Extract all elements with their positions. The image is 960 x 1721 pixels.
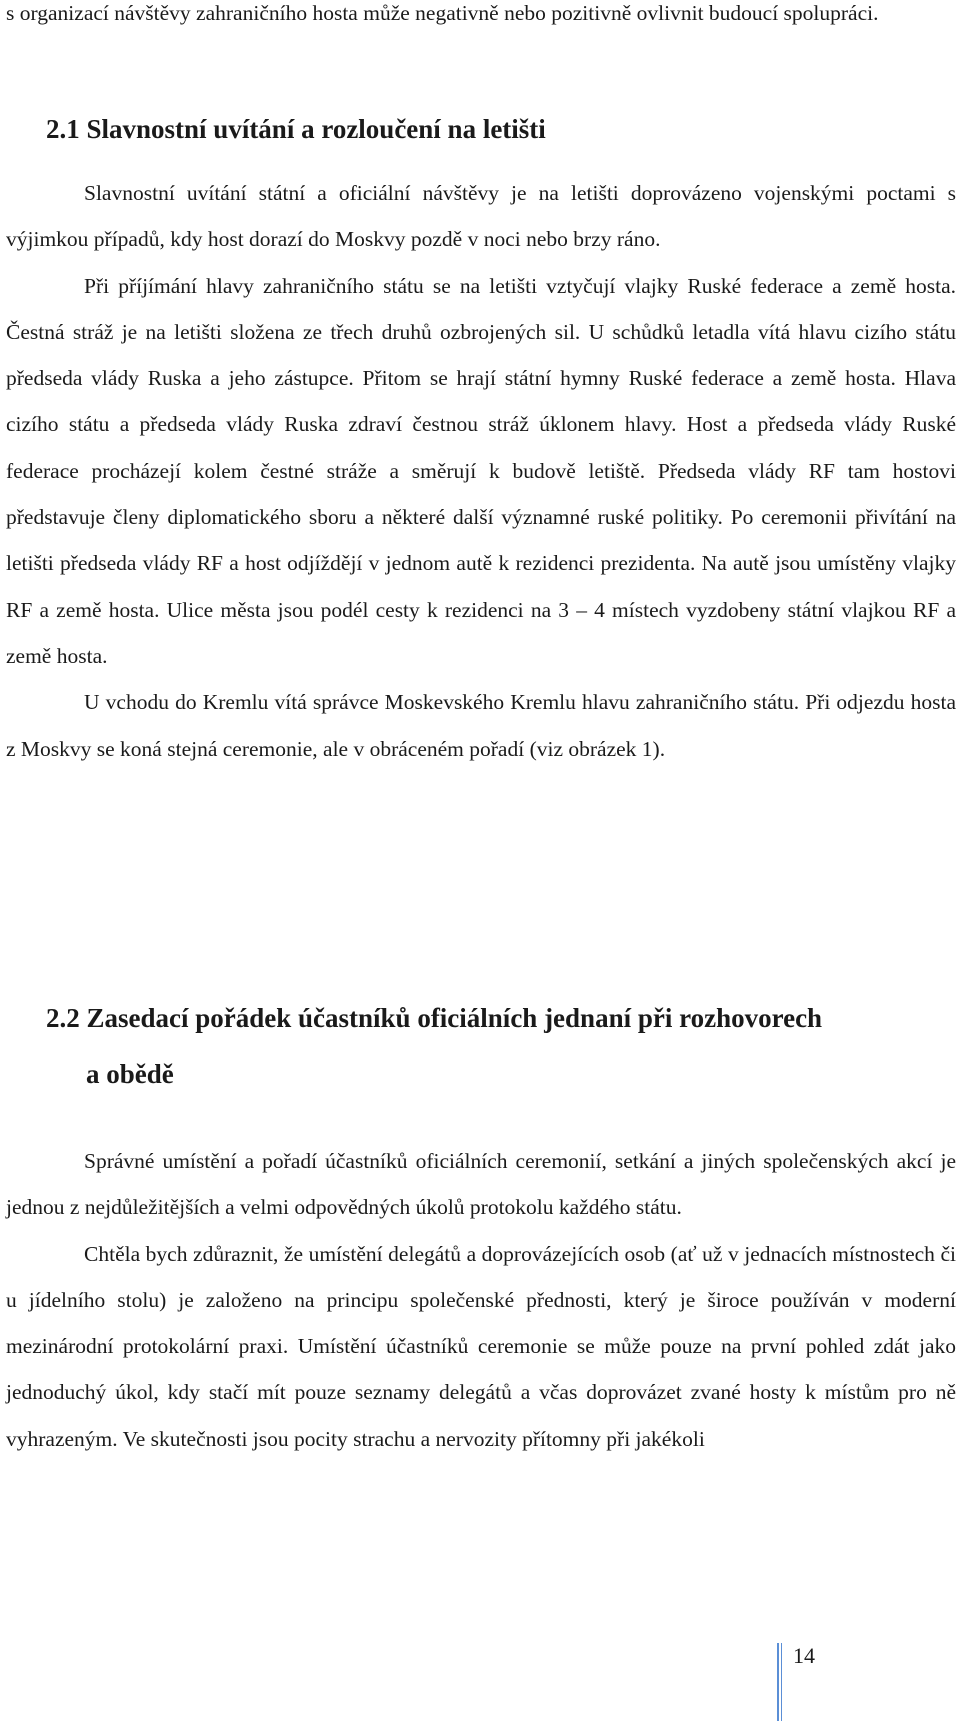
paragraph: Chtěla bych zdůraznit, že umístění delegátů a doprovázejících osob (ať už v jednacích místnostech či u jídelního stolu) je založeno na principu společenské přednosti, který je široce používán v moderní mezinárodní protokolární praxi. Umístění účastníků ceremonie se může pouze na první pohled zdát jako jednoduchý úkol, kdy stačí mít pouze seznamy delegátů a včas doprovázet zvané hosty k místům pro ně vyhrazeným. Ve skutečnosti jsou pocity strachu a nervozity přítomny při jakékoli xyxy=(6,1241,956,1451)
document-page xyxy=(6,0,956,1721)
paragraph: U vchodu do Kremlu vítá správce Moskevského Kremlu hlavu zahraničního státu. Při odjezdu hosta z Moskvy se koná stejná ceremonie, ale v obráceném pořadí (viz obrázek 1). xyxy=(6,690,956,761)
page-number: 14 xyxy=(793,1643,815,1668)
section-heading-2-2-line1: 2.2 Zasedací pořádek účastníků oficiálních jednaní při rozhovorech xyxy=(46,1003,823,1033)
footer-rule xyxy=(777,1643,779,1721)
section-heading-2-2 xyxy=(46,990,956,1102)
section-2-2-body xyxy=(6,1138,956,1462)
footer-rule-secondary xyxy=(781,1643,782,1721)
paragraph: Správné umístění a pořadí účastníků oficiálních ceremonií, setkání a jiných společenských akcí je jednou z nejdůležitějších a velmi odpovědných úkolů protokolu každého státu. xyxy=(6,1149,956,1220)
section-heading-2-1: 2.1 Slavnostní uvítání a rozloučení na letišti xyxy=(46,114,546,144)
intro-block xyxy=(6,0,956,36)
section-2-1-body xyxy=(6,170,956,772)
paragraph: Slavnostní uvítání státní a oficiální návštěvy je na letišti doprovázeno vojenskými poctami s výjimkou případů, kdy host dorazí do Moskvy pozdě v noci nebo brzy ráno. xyxy=(6,181,956,252)
paragraph: Při příjímání hlavy zahraničního státu se na letišti vztyčují vlajky Ruské federace a země hosta. Čestná stráž je na letišti složena ze třech druhů ozbrojených sil. U schůdků letadla vítá hlavu cizího státu předseda vlády Ruska a jeho zástupce. Přitom se hrají státní hymny Ruské federace a země hosta. Hlava cizího státu a předseda vlády Ruska zdraví čestnou stráž úklonem hlavy. Host a předseda vlády Ruské federace procházejí kolem čestné stráže a směrují k budově letiště. Předseda vlády RF tam hostovi představuje členy diplomatického sboru a některé další významné ruské politiky. Po ceremonii přivítání na letišti předseda vlády RF a host odjíždějí v jednom autě k rezidenci prezidenta. Na autě jsou umístěny vlajky RF a země hosta. Ulice města jsou podél cesty k rezidenci na 3 – 4 místech vyzdobeny státní vlajkou RF a země hosta. xyxy=(6,273,956,668)
section-heading-2-2-line2: a obědě xyxy=(86,1059,174,1089)
intro-paragraph: s organizací návštěvy zahraničního hosta může negativně nebo pozitivně ovlivnit budoucí spolupráci. xyxy=(6,1,879,25)
